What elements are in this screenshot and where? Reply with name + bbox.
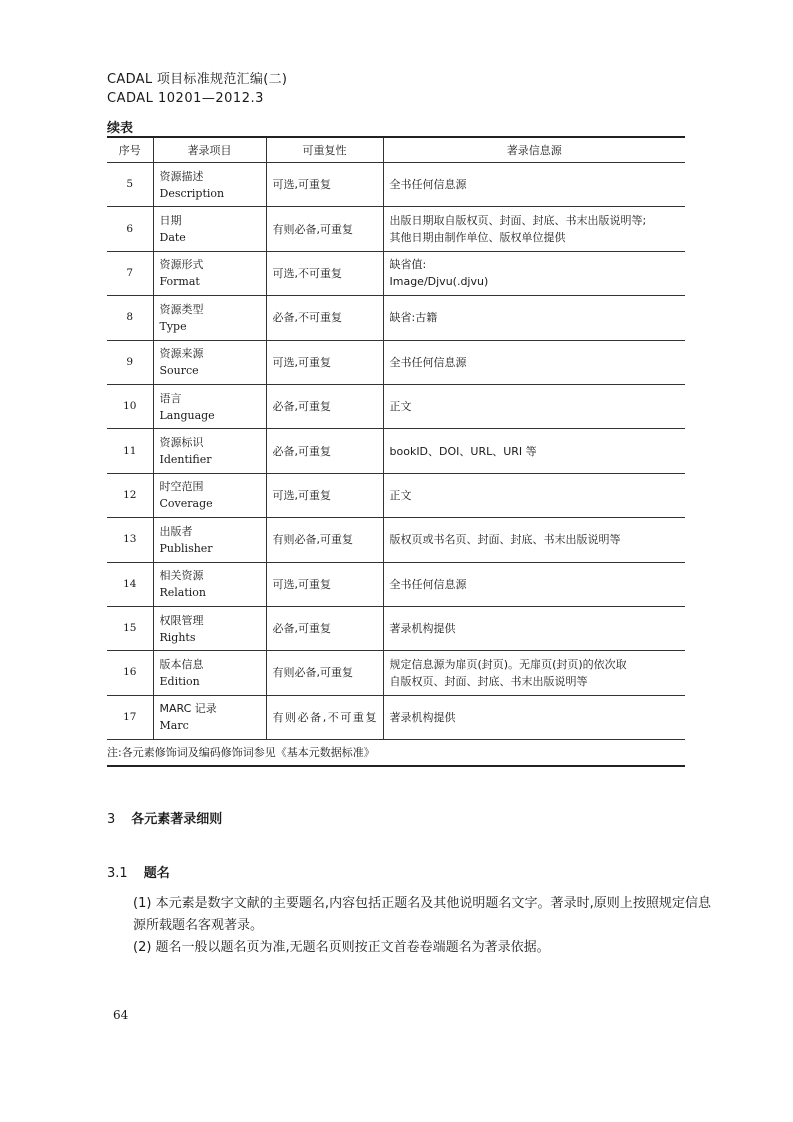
element-name-cell [153, 296, 266, 340]
element-name-en: Marc [159, 719, 189, 733]
repeatability-cell: 必备,可重复 [266, 429, 383, 473]
table-row [107, 340, 685, 384]
column-header-source: 著录信息源 [383, 137, 685, 163]
element-name-zh: 语言 [159, 391, 182, 405]
repeatability-cell: 可选,可重复 [266, 340, 383, 384]
info-source-line: 全书任何信息源 [389, 577, 467, 591]
repeatability-cell: 可选,可重复 [266, 163, 383, 207]
info-source-line: 正文 [389, 400, 412, 414]
info-source-cell [383, 473, 685, 517]
repeatability-cell: 有则必备,不可重复 [266, 695, 383, 739]
repeatability-cell: 可选,不可重复 [266, 251, 383, 295]
element-name-en: Coverage [159, 497, 213, 511]
info-source-line: 出版日期取自版权页、封面、封底、书末出版说明等; [389, 214, 647, 228]
repeatability-cell: 可选,可重复 [266, 473, 383, 517]
row-number: 9 [107, 340, 153, 384]
body-paragraph: (2) 题名一般以题名页为准,无题名页则按正文首卷卷端题名为著录依据。 [133, 940, 550, 955]
table-row [107, 473, 685, 517]
element-name-cell [153, 606, 266, 650]
element-name-zh: 时空范围 [159, 480, 204, 494]
info-source-line: 全书任何信息源 [389, 355, 467, 369]
info-source-line: 缺省:古籍 [389, 311, 438, 325]
table-row [107, 163, 685, 207]
element-name-zh: 资源描述 [159, 169, 204, 183]
row-number: 17 [107, 695, 153, 739]
section-number: 3 [107, 812, 116, 827]
element-name-cell [153, 251, 266, 295]
repeatability-cell: 必备,可重复 [266, 384, 383, 428]
info-source-cell [383, 251, 685, 295]
repeatability-cell: 必备,不可重复 [266, 296, 383, 340]
info-source-cell [383, 429, 685, 473]
table-row [107, 384, 685, 428]
table-header-row [107, 137, 685, 163]
info-source-line: 著录机构提供 [389, 710, 456, 724]
repeatability-cell: 有则必备,可重复 [266, 651, 383, 695]
element-name-cell [153, 207, 266, 251]
info-source-cell [383, 606, 685, 650]
info-source-cell [383, 163, 685, 207]
info-source-line: 规定信息源为扉页(封页)。无扉页(封页)的依次取 [389, 657, 627, 671]
metadata-table [107, 136, 685, 767]
row-number: 6 [107, 207, 153, 251]
element-name-en: Edition [159, 674, 200, 688]
info-source-cell [383, 695, 685, 739]
section-title: 题名 [143, 866, 170, 881]
row-number: 13 [107, 518, 153, 562]
element-name-en: Format [159, 275, 200, 289]
table-row [107, 207, 685, 251]
repeatability-cell: 有则必备,可重复 [266, 518, 383, 562]
table-note-row [107, 740, 685, 767]
table-row [107, 695, 685, 739]
page-number: 64 [113, 1008, 129, 1022]
table-continued-label: 续表 [107, 121, 134, 136]
element-name-en: Language [159, 408, 215, 422]
element-name-en: Source [159, 364, 199, 378]
body-paragraph: (1) 本元素是数字文献的主要题名,内容包括正题名及其他说明题名文字。著录时,原则上按照规定信息源所载题名客观著录。 [133, 896, 711, 933]
element-name-en: Identifier [159, 453, 212, 467]
row-number: 16 [107, 651, 153, 695]
table-row [107, 296, 685, 340]
element-name-cell [153, 695, 266, 739]
row-number: 7 [107, 251, 153, 295]
column-header-item: 著录项目 [153, 137, 266, 163]
element-name-zh: 资源类型 [159, 302, 204, 316]
element-name-en: Description [159, 186, 225, 200]
table-row [107, 429, 685, 473]
element-name-cell [153, 163, 266, 207]
info-source-cell [383, 384, 685, 428]
element-name-en: Rights [159, 630, 196, 644]
info-source-cell [383, 562, 685, 606]
info-source-line: 自版权页、封面、封底、书末出版说明等 [389, 674, 588, 688]
row-number: 12 [107, 473, 153, 517]
repeatability-cell: 必备,可重复 [266, 606, 383, 650]
element-name-zh: 资源来源 [159, 347, 204, 361]
element-name-zh: 日期 [159, 214, 182, 228]
info-source-line: Image/Djvu(.djvu) [389, 275, 489, 289]
element-name-cell [153, 340, 266, 384]
element-name-cell [153, 651, 266, 695]
element-name-zh: 资源形式 [159, 258, 204, 272]
element-name-en: Type [159, 319, 187, 333]
table-row [107, 251, 685, 295]
info-source-line: bookID、DOI、URL、URI 等 [389, 444, 537, 458]
element-name-en: Relation [159, 586, 207, 600]
column-header-number: 序号 [107, 137, 153, 163]
section-heading-3-1 [107, 862, 170, 881]
info-source-cell [383, 651, 685, 695]
element-name-zh: 出版者 [159, 524, 193, 538]
element-name-cell [153, 384, 266, 428]
row-number: 15 [107, 606, 153, 650]
element-name-zh: 资源标识 [159, 436, 204, 450]
column-header-repeatability: 可重复性 [266, 137, 383, 163]
info-source-cell [383, 207, 685, 251]
section-heading-3 [107, 808, 222, 827]
element-name-cell [153, 518, 266, 562]
element-name-zh: 相关资源 [159, 569, 204, 583]
info-source-cell [383, 340, 685, 384]
element-name-zh: 版本信息 [159, 657, 204, 671]
repeatability-cell: 有则必备,可重复 [266, 207, 383, 251]
table-row [107, 651, 685, 695]
info-source-line: 其他日期由制作单位、版权单位提供 [389, 231, 566, 245]
info-source-line: 版权页或书名页、封面、封底、书末出版说明等 [389, 533, 621, 547]
row-number: 14 [107, 562, 153, 606]
info-source-line: 全书任何信息源 [389, 178, 467, 192]
table-note: 注:各元素修饰词及编码修饰词参见《基本元数据标准》 [107, 740, 685, 767]
element-name-zh: MARC 记录 [159, 702, 217, 716]
table-row [107, 518, 685, 562]
element-name-en: Date [159, 231, 186, 245]
info-source-line: 著录机构提供 [389, 622, 456, 636]
section-title: 各元素著录细则 [131, 812, 223, 827]
running-header-code: CADAL 10201—2012.3 [107, 91, 264, 106]
table-row [107, 606, 685, 650]
info-source-cell [383, 296, 685, 340]
repeatability-cell: 可选,可重复 [266, 562, 383, 606]
info-source-line: 缺省值: [389, 258, 427, 272]
info-source-line: 正文 [389, 488, 412, 502]
row-number: 8 [107, 296, 153, 340]
element-name-zh: 权限管理 [159, 613, 204, 627]
row-number: 11 [107, 429, 153, 473]
row-number: 5 [107, 163, 153, 207]
running-header-title: CADAL 项目标准规范汇编(二) [107, 72, 288, 87]
info-source-cell [383, 518, 685, 562]
element-name-cell [153, 429, 266, 473]
element-name-cell [153, 562, 266, 606]
section-number: 3.1 [107, 866, 128, 881]
element-name-cell [153, 473, 266, 517]
row-number: 10 [107, 384, 153, 428]
element-name-en: Publisher [159, 541, 213, 555]
table-row [107, 562, 685, 606]
